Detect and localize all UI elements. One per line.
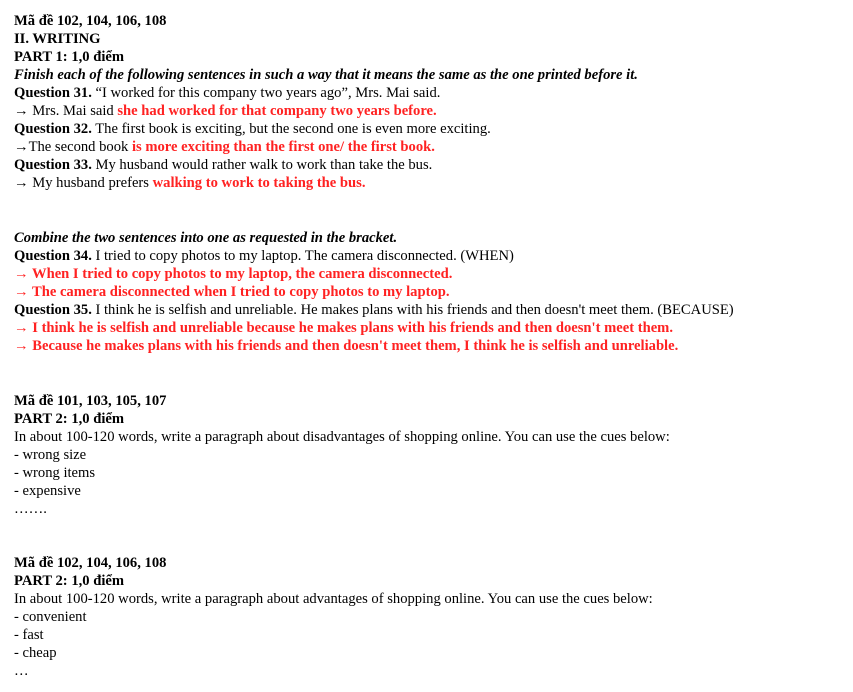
- cue-item: - wrong items: [14, 465, 96, 481]
- question-text: I think he is selfish and unreliable. He makes plans with his friends and then doesn't meet them. (BECAUSE): [91, 302, 734, 318]
- question-34: [14, 247, 853, 265]
- question-35: [14, 301, 853, 319]
- question-label: Question 35.: [14, 302, 92, 318]
- answer-35-a: → I think he is selfish and unreliable because he makes plans with his friends and then doesn't meet them.: [14, 320, 673, 336]
- question-32: [14, 120, 853, 138]
- answer-prefix: → Mrs. Mai said: [14, 103, 118, 119]
- writing-prompt: In about 100-120 words, write a paragraph about advantages of shopping online. You can use the cues below:: [14, 591, 653, 607]
- question-text: The first book is exciting, but the second one is even more exciting.: [91, 121, 491, 137]
- part-heading: PART 2: 1,0 điểm: [14, 411, 125, 427]
- answer-35-b: → Because he makes plans with his friends and then doesn't meet them, I think he is selfish and unreliable.: [14, 338, 679, 354]
- answer-34-b: → The camera disconnected when I tried to copy photos to my laptop.: [14, 284, 450, 300]
- answer-text: she had worked for that company two years before.: [117, 103, 437, 119]
- part-heading: PART 1: 1,0 điểm: [14, 49, 125, 65]
- answer-33: [14, 174, 853, 192]
- spacer: [14, 355, 853, 392]
- answer-prefix: → My husband prefers: [14, 175, 153, 191]
- question-33: [14, 156, 853, 174]
- ellipsis: …….: [14, 501, 47, 517]
- spacer: [14, 192, 853, 229]
- instruction-text: Finish each of the following sentences in such a way that it means the same as the one printed before it.: [14, 67, 638, 83]
- instruction-text: Combine the two sentences into one as requested in the bracket.: [14, 230, 398, 246]
- exam-codes-heading: Mã đề 101, 103, 105, 107: [14, 393, 167, 409]
- answer-31: [14, 102, 853, 120]
- answer-prefix: →The second book: [14, 139, 132, 155]
- question-label: Question 32.: [14, 121, 92, 137]
- ellipsis: …: [14, 663, 29, 679]
- question-label: Question 33.: [14, 157, 92, 173]
- cue-item: - fast: [14, 627, 44, 643]
- exam-codes-heading: Mã đề 102, 104, 106, 108: [14, 555, 167, 571]
- part-heading: PART 2: 1,0 điểm: [14, 573, 125, 589]
- writing-prompt: In about 100-120 words, write a paragraph about disadvantages of shopping online. You can use the cues below:: [14, 429, 670, 445]
- cue-item: - cheap: [14, 645, 57, 661]
- exam-codes-heading: Mã đề 102, 104, 106, 108: [14, 13, 167, 29]
- cue-item: - expensive: [14, 483, 81, 499]
- cue-item: - convenient: [14, 609, 87, 625]
- question-text: My husband would rather walk to work than take the bus.: [91, 157, 433, 173]
- question-text: “I worked for this company two years ago”, Mrs. Mai said.: [91, 85, 441, 101]
- cue-item: - wrong size: [14, 447, 87, 463]
- answer-text: is more exciting than the first one/ the first book.: [131, 139, 435, 155]
- question-label: Question 34.: [14, 248, 92, 264]
- section-heading: II. WRITING: [14, 31, 101, 47]
- answer-32: [14, 138, 853, 156]
- question-label: Question 31.: [14, 85, 92, 101]
- spacer: [14, 518, 853, 554]
- question-text: I tried to copy photos to my laptop. The camera disconnected. (WHEN): [91, 248, 514, 264]
- answer-text: walking to work to taking the bus.: [152, 175, 366, 191]
- answer-34-a: → When I tried to copy photos to my laptop, the camera disconnected.: [14, 266, 453, 282]
- question-31: [14, 84, 853, 102]
